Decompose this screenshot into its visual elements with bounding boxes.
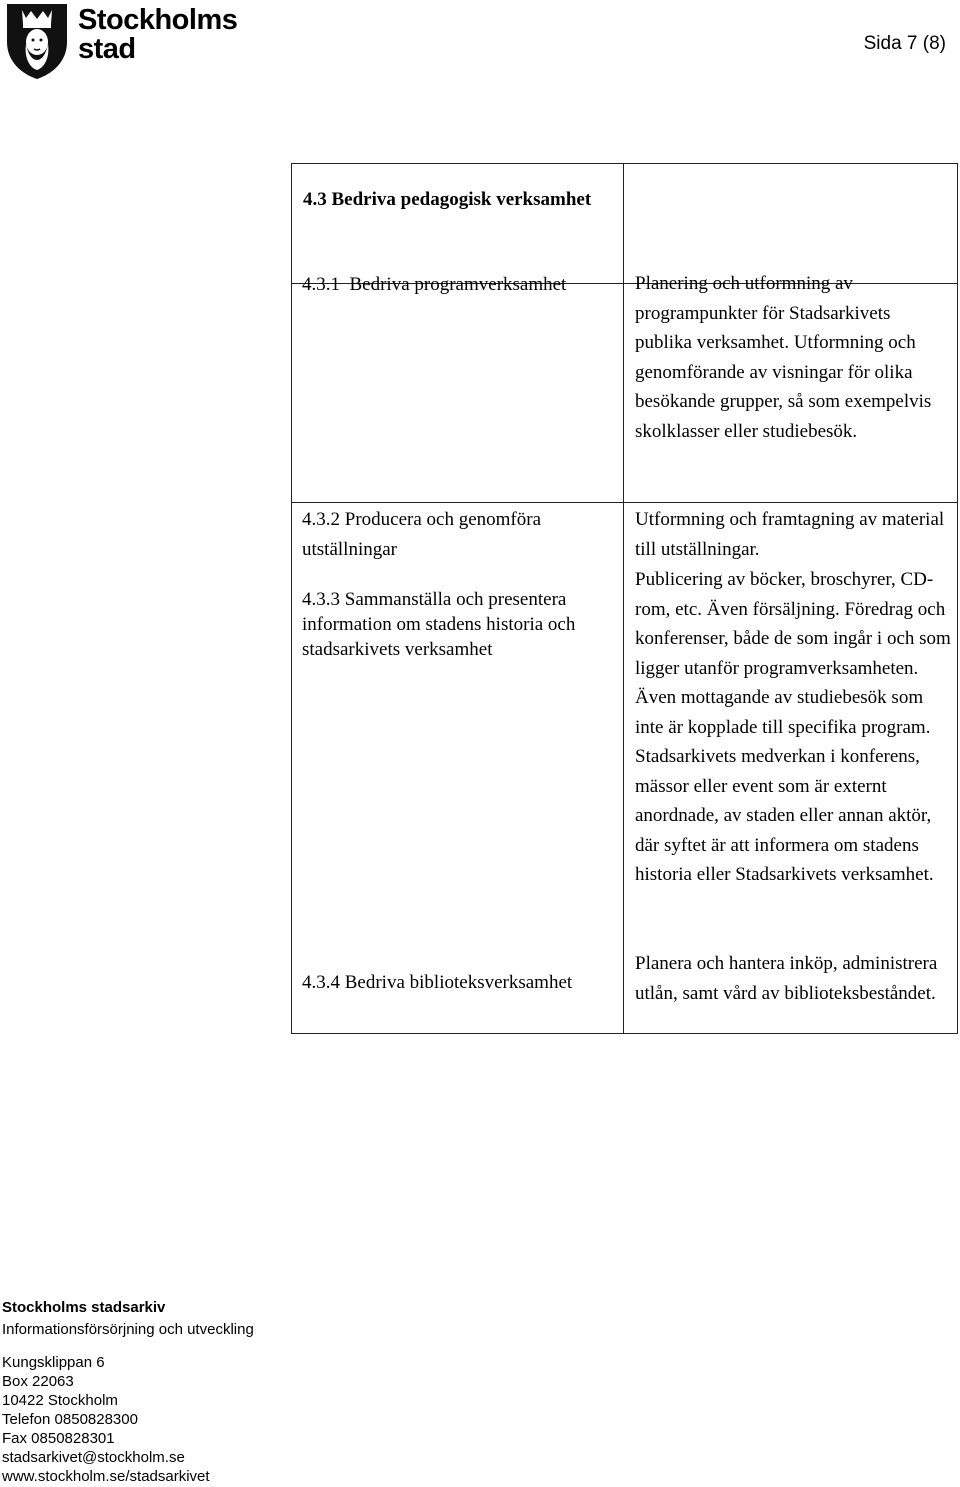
footer-contact (2, 1297, 254, 1486)
page-number: Sida 7 (8) (863, 33, 946, 54)
footer-box: Box 22063 (2, 1373, 74, 1390)
footer-postal: 10422 Stockholm (2, 1392, 118, 1409)
footer-website: www.stockholm.se/stadsarkivet (2, 1468, 210, 1485)
footer-fax: Fax 0850828301 (2, 1430, 115, 1447)
footer-address (2, 1353, 254, 1486)
table-mid-frame (291, 282, 958, 502)
logo-line-2: stad (78, 33, 136, 65)
table-row (292, 164, 957, 283)
crown-head-emblem-icon (4, 2, 70, 80)
row-4-3-4-code: 4.3.4 Bedriva biblioteksverksamhet (302, 972, 573, 993)
stockholms-stad-logo (4, 2, 238, 82)
footer-org-name: Stockholms stadsarkiv (2, 1299, 166, 1316)
row-4-3-3-description: Publicering av böcker, broschyrer, CD-rom, etc. Även försäljning. Föredrag och konferenser, både de som ingår i och som ligger utanför programverksamheten. Även mottagande av studiebesök som inte är kopplade till specifika program. Stadsarkivets medverkan i konferens, mässor eller event som är externt anordnade, av staden eller annan aktör, där syftet är att informera om stadens historia eller Stadsarkivets verksamhet. (635, 569, 951, 885)
footer-phone: Telefon 0850828300 (2, 1411, 138, 1428)
footer-street: Kungsklippan 6 (2, 1354, 105, 1371)
row-4-3-1-code: 4.3.1 Bedriva programverksamhet (302, 274, 567, 295)
row-4-3-1-description: Planering och utformning av programpunkter för Stadsarkivets publika verksamhet. Utformning och genomförande av visningar för olika besökande grupper, så som exempelvis skolklasser eller studiebesök. (635, 273, 932, 442)
section-title: 4.3 Bedriva pedagogisk verksamhet (303, 189, 592, 210)
footer-department: Informationsförsörjning och utveckling (2, 1321, 254, 1338)
logo-wordmark (78, 6, 237, 64)
table-cell-heading (292, 164, 624, 283)
row-4-3-2-description: Utformning och framtagning av material till utställningar. (635, 509, 945, 560)
logo-line-1: Stockholms (78, 4, 238, 36)
row-4-3-4-description: Planera och hantera inköp, administrera utlån, samt vård av biblioteksbeståndet. (635, 953, 938, 1004)
column-divider (623, 163, 624, 1034)
row-4-3-2-code: 4.3.2 Producera och genomföra utställningar (302, 509, 542, 560)
row-4-3-3-code: 4.3.3 Sammanställa och presentera information om stadens historia och stadsarkivets verksamhet (302, 589, 576, 660)
table-cell-empty (624, 164, 957, 283)
classification-table (291, 163, 958, 284)
footer-email: stadsarkivet@stockholm.se (2, 1449, 185, 1466)
